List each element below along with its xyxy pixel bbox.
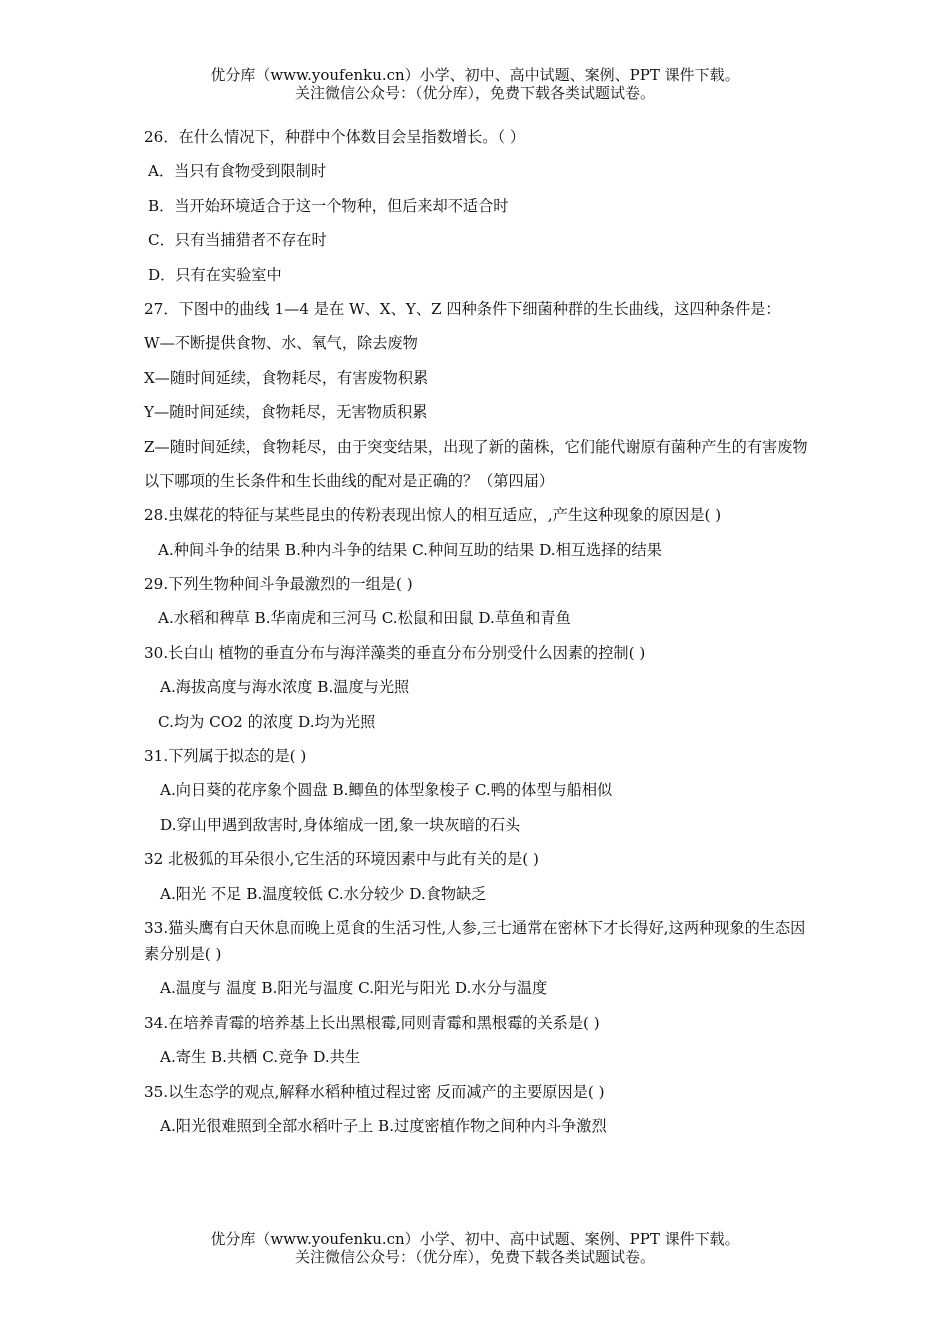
q33-stem: 33.猫头鹰有白天休息而晚上觅食的生活习性,人参,三七通常在密林下才长得好,这两种现象的生态因素分别是( ) (144, 918, 806, 963)
q26-option-c: C．只有当捕猎者不存在时 (148, 231, 327, 250)
q27-condition-w: W—不断提供食物、水、氧气，除去废物 (144, 334, 418, 353)
question-list (144, 124, 814, 1147)
q35-options: A.阳光很难照到全部水稻叶子上 B.过度密植作物之间种内斗争激烈 (160, 1116, 607, 1135)
header-line-1: 优分库（www.youfenku.cn）小学、初中、高中试题、案例、PPT 课件下载。 (210, 66, 740, 84)
q26-option-b: B．当开始环境适合于这一个物种，但后来却不适合时 (148, 196, 509, 215)
q28-options: A.种间斗争的结果 B.种内斗争的结果 C.种间互助的结果 D.相互选择的结果 (158, 540, 662, 559)
q29-options: A.水稻和稗草 B.华南虎和三河马 C.松鼠和田鼠 D.草鱼和青鱼 (158, 609, 571, 628)
q30-stem: 30.长白山 植物的垂直分布与海洋藻类的垂直分布分别受什么因素的控制( ) (144, 643, 646, 662)
q26-option-d: D．只有在实验室中 (148, 265, 282, 284)
page-footer (0, 1230, 950, 1266)
q27-stem: 27．下图中的曲线 1—4 是在 W、X、Y、Z 四种条件下细菌种群的生长曲线，这四种条件是： (144, 299, 781, 318)
q31-options-2: D.穿山甲遇到敌害时,身体缩成一团,象一块灰暗的石头 (160, 815, 521, 834)
q34-options: A.寄生 B.共栖 C.竞争 D.共生 (160, 1048, 361, 1067)
footer-line-2: 关注微信公众号：（优分库），免费下载各类试题试卷。 (294, 1248, 655, 1266)
q30-options-2: C.均为 CO2 的浓度 D.均为光照 (158, 712, 376, 731)
q26-option-a: A．当只有食物受到限制时 (148, 162, 327, 181)
q27-condition-z: Z—随时间延续，食物耗尽，由于突变结果，出现了新的菌株，它们能代谢原有菌种产生的有害废物 (144, 437, 808, 456)
q33-options: A.温度与 温度 B.阳光与温度 C.阳光与阳光 D.水分与温度 (160, 979, 548, 998)
q34-stem: 34.在培养青霉的培养基上长出黑根霉,同则青霉和黑根霉的关系是( ) (144, 1013, 600, 1032)
page-header (0, 66, 950, 102)
q30-options-1: A.海拔高度与海水浓度 B.温度与光照 (160, 678, 410, 697)
q29-stem: 29.下列生物种间斗争最激烈的一组是( ) (144, 575, 413, 594)
q31-stem: 31.下列属于拟态的是( ) (144, 747, 307, 766)
q32-stem: 32 北极狐的耳朵很小,它生活的环境因素中与此有关的是( ) (144, 850, 539, 869)
footer-line-1: 优分库（www.youfenku.cn）小学、初中、高中试题、案例、PPT 课件下载。 (210, 1230, 740, 1248)
q32-options: A.阳光 不足 B.温度较低 C.水分较少 D.食物缺乏 (160, 884, 487, 903)
q35-stem: 35.以生态学的观点,解释水稻种植过程过密 反而减产的主要原因是( ) (144, 1082, 605, 1101)
header-line-2: 关注微信公众号：（优分库），免费下载各类试题试卷。 (294, 84, 655, 102)
q27-condition-x: X—随时间延续，食物耗尽，有害废物积累 (144, 368, 429, 387)
q26-stem: 26．在什么情况下，种群中个体数目会呈指数增长。（ ） (144, 128, 526, 146)
q27-condition-y: Y—随时间延续，食物耗尽，无害物质积累 (144, 403, 428, 422)
q31-options-1: A.向日葵的花序象个圆盘 B.鲫鱼的体型象梭子 C.鸭的体型与船相似 (160, 781, 613, 800)
q28-stem: 28.虫媒花的特征与某些昆虫的传粉表现出惊人的相互适应，,产生这种现象的原因是( ) (144, 506, 722, 525)
q27-ask: 以下哪项的生长条件和生长曲线的配对是正确的？（第四届） (144, 471, 555, 490)
